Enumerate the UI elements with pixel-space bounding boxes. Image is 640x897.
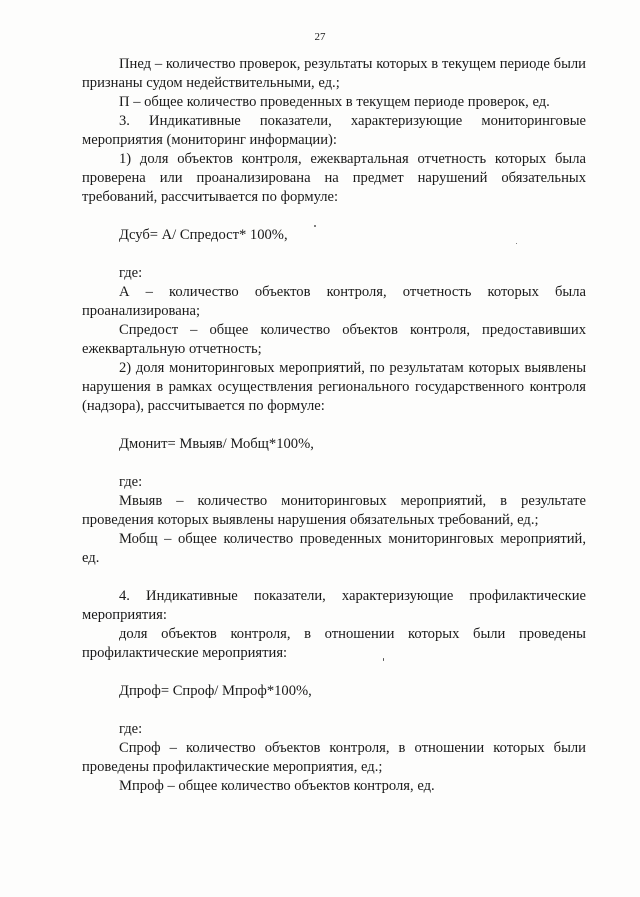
paragraph-p-definition: П – общее количество проведенных в текущем периоде проверок, ед. [119,94,550,110]
formula-dsub: Дсуб= А/ Спредост* 100%, [119,227,288,243]
scan-speck [314,225,316,227]
paragraph-spredost-definition: Спредост – общее количество объектов контроля, предоставивших ежеквартальную отчетность; [82,322,586,357]
formula-dprof: Дпроф= Спроф/ Мпроф*100%, [119,683,312,699]
section-3-heading: 3. Индикативные показатели, характеризующие мониторинговые мероприятия (мониторинг информации): [82,113,586,148]
document-body [82,55,586,796]
where-label: где: [119,721,143,737]
paragraph-mprof-definition: Мпроф – общее количество объектов контроля, ед. [119,778,435,794]
where-label: где: [119,265,143,281]
paragraph-prof-share: доля объектов контроля, в отношении которых были проведены профилактические мероприятия: [82,626,586,661]
where-label: где: [119,474,143,490]
paragraph-mobsch-definition: Мобщ – общее количество проведенных мониторинговых мероприятий, ед. [82,531,586,566]
item-2-paragraph: 2) доля мониторинговых мероприятий, по результатам которых выявлены нарушения в рамках осуществления регионального государственного контроля (надзора), рассчитывается по формуле: [82,360,586,414]
formula-dmonit: Дмонит= Мвыяв/ Мобщ*100%, [119,436,314,452]
item-1-paragraph: 1) доля объектов контроля, ежеквартальная отчетность которых была проверена или проанализирована на предмет нарушений обязательных требований, рассчитывается по формуле: [82,151,586,205]
section-4-heading: 4. Индикативные показатели, характеризующие профилактические мероприятия: [82,588,586,623]
scan-speck [383,658,384,661]
page-number: 27 [314,31,326,43]
paragraph-sprof-definition: Спроф – количество объектов контроля, в отношении которых были проведены профилактические мероприятия, ед.; [82,740,586,775]
scan-speck [516,243,517,244]
paragraph-mvyyav-definition: Мвыяв – количество мониторинговых мероприятий, в результате проведения которых выявлены нарушения обязательных требований, ед.; [82,493,586,528]
paragraph-pned-definition: Пнед – количество проверок, результаты которых в текущем периоде были признаны судом недействительными, ед.; [82,56,586,91]
paragraph-a-definition: А – количество объектов контроля, отчетность которых была проанализирована; [82,284,586,319]
